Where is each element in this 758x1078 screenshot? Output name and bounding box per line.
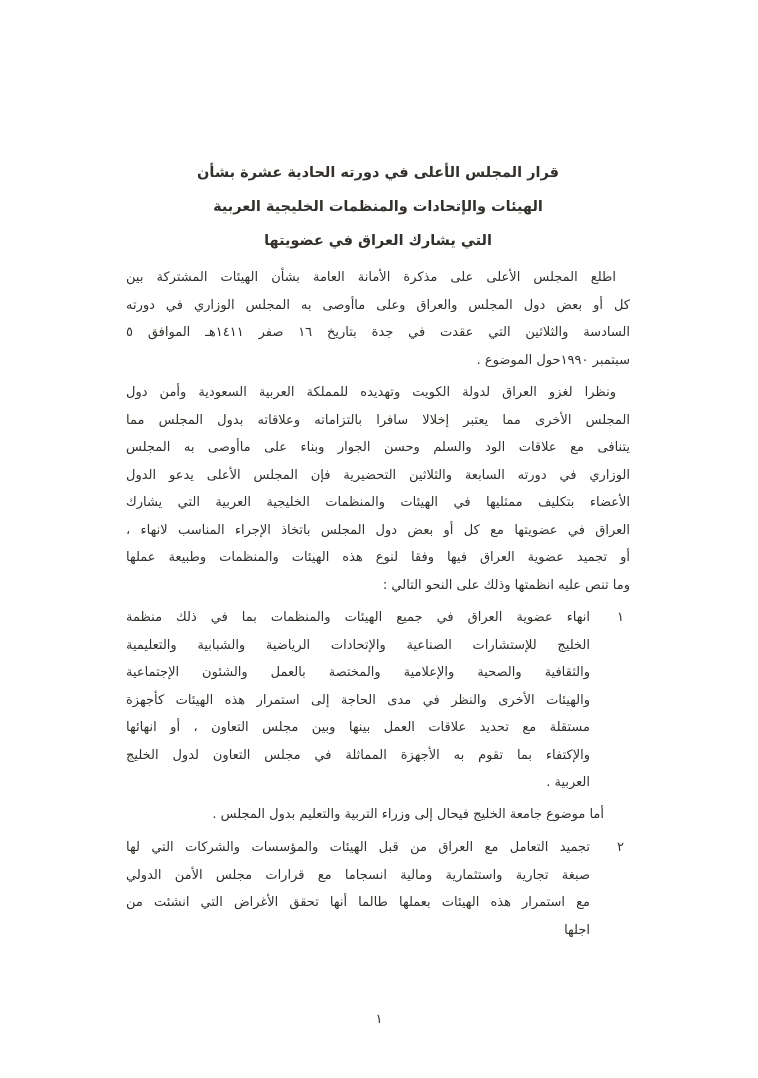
list-item-line: مع استمرار هذه الهيئات بعملها طالما أنها تحقق الأغراض التي انشئت من — [126, 895, 590, 910]
paragraph-line: الوزاري في دورته السابعة والثلاثين التحضيرية فإن المجلس الأعلى يدعو الدول — [126, 467, 630, 483]
title-line: قرار المجلس الأعلى في دورته الحادية عشرة بشأن — [197, 165, 559, 181]
list-item-line: والثقافية والصحية والإعلامية والمختصة بالعمل والشئون الإجتماعية — [126, 665, 590, 680]
paragraph-line: العراق في عضويتها مع كل أو بعض دول المجلس باتخاذ الإجراء المناسب لانهاء ، — [126, 522, 630, 538]
paragraph-line: ونظرا لغزو العراق لدولة الكويت وتهديده للمملكة العربية السعودية وأمن دول — [126, 385, 616, 400]
title-line: التي يشارك العراق في عضويتها — [264, 233, 492, 249]
list-item-line: انهاء عضوية العراق في جميع الهيئات والمنظمات بما في ذلك منظمة — [126, 610, 590, 625]
list-item-line: والإكتفاء بما تقوم به الأجهزة المماثلة في مجلس التعاون لدول الخليج — [126, 747, 590, 763]
list-item-line: صبغة تجارية واستثمارية ومالية انسجاما مع قرارات مجلس الأمن الدولي — [126, 867, 590, 883]
list-item-number: ٢ — [617, 840, 624, 855]
paragraph-line: أو تجميد عضوية العراق فيها وفقا لنوع هذه الهيئات والمنظمات وطبيعة عملها — [126, 550, 630, 565]
list-item-line: تجميد التعامل مع العراق من قبل الهيئات والمؤسسات والشركات التي لها — [126, 840, 590, 855]
paragraph-line: المجلس الأخرى مما يعتبر إخلالا سافرا بالتزاماته وعلاقاته بدول المجلس مما — [126, 412, 630, 428]
list-item-line: والهيئات الأخرى والنظر في مدى الحاجة إلى استمرار هذه الهيئات كأجهزة — [126, 692, 590, 708]
list-item-2 — [126, 834, 630, 944]
paragraph-preamble — [126, 379, 630, 599]
list-item-line: العربية . — [546, 775, 590, 790]
paragraph-line: سبتمبر ١٩٩٠حول الموضوع . — [476, 352, 630, 368]
paragraph-line: اطلع المجلس الأعلى على مذكرة الأمانة العامة بشأن الهيئات المشتركة بين — [126, 270, 616, 285]
paragraph-line: السادسة والثلاثين التي عقدت في جدة بتاريخ ١٦ صفر ١٤١١هـ الموافق ٥ — [126, 325, 630, 340]
list-item-line: مستقلة مع تحديد علاقات العمل بينها وبين مجلس التعاون ، أو انهائها — [126, 720, 590, 735]
paragraph-line: الأعضاء بتكليف ممثليها في الهيئات والمنظمات الخليجية العربية التي يشارك — [126, 495, 630, 510]
paragraph-line: وما تنص عليه انظمتها وذلك على النحو التالي : — [382, 577, 630, 593]
note-gulf-university: أما موضوع جامعة الخليج فيحال إلى وزراء التربية والتعليم بدول المجلس . — [212, 806, 604, 822]
list-item-number: ١ — [617, 610, 624, 625]
document-content — [126, 156, 630, 944]
list-item-line: الخليج للإستشارات الصناعية والإتحادات الرياضية والشبابية والتعليمية — [126, 637, 590, 653]
list-item-1 — [126, 604, 630, 797]
list-item-line: اجلها — [564, 922, 590, 938]
page-number: ١ — [375, 1012, 383, 1027]
paragraph-line: يتنافى مع علاقات الود والسلم وحسن الجوار وبناء على ماأوصى به المجلس — [126, 440, 630, 455]
paragraph-intro — [126, 264, 630, 374]
document-title — [126, 156, 630, 258]
title-line: الهيئات والإتحادات والمنظمات الخليجية العربية — [213, 199, 543, 215]
paragraph-line: كل أو بعض دول المجلس والعراق وعلى ماأوصى به المجلس الوزاري في دورته — [126, 297, 630, 313]
